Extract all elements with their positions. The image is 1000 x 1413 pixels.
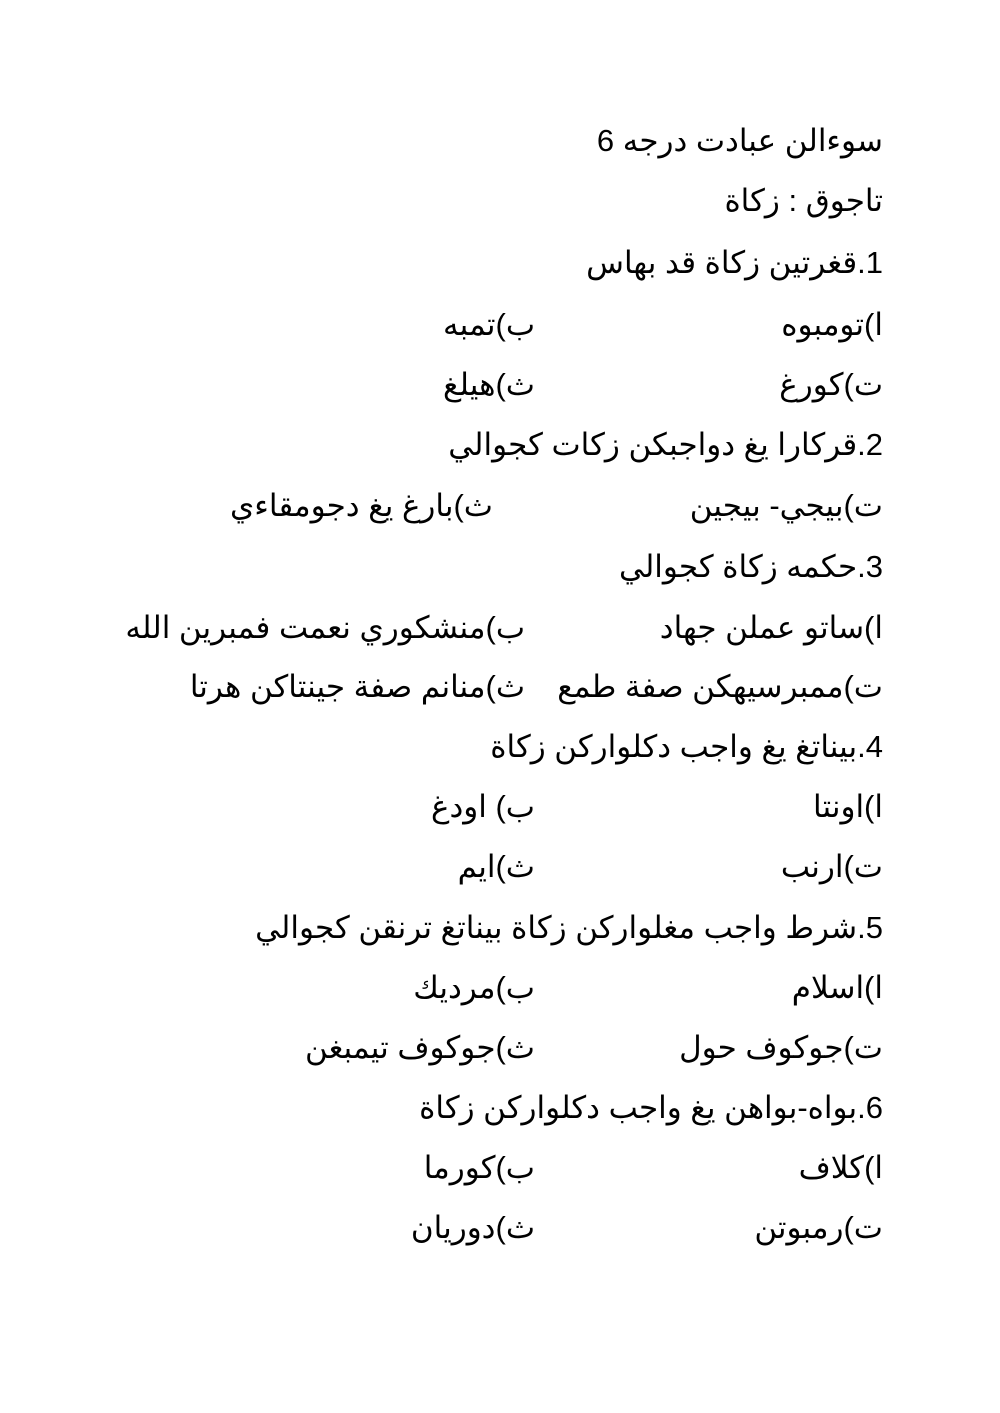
- question-3-option-b: ب)منشكوري نعمت فمبرين الله: [125, 610, 525, 645]
- question-5-option-a: ا)اسلام: [791, 970, 883, 1005]
- question-3-option-d: ث)منانم صفة جينتاكن هرتا: [189, 669, 525, 704]
- question-1-text: 1.قغرتين زكاة قد بهاس: [586, 245, 883, 280]
- worksheet-topic: تاجوق : زكاة: [724, 183, 883, 218]
- question-1-option-b: ب)تمبه: [442, 307, 535, 342]
- question-3-option-c: ت)ممبرسيهكن صفة طمع: [557, 669, 883, 704]
- question-4-option-c: ت)ارنب: [780, 849, 883, 884]
- question-1-option-c: ت)كورغ: [779, 367, 883, 402]
- question-5-option-c: ت)جوكوف حول: [679, 1030, 883, 1065]
- question-5-text: 5.شرط واجب مغلواركن زكاة بيناتغ ترنقن كجوالي: [255, 910, 883, 945]
- question-6-option-d: ث)دوريان: [410, 1210, 535, 1245]
- question-4-text: 4.بيناتغ يغ واجب دكلواركن زكاة: [490, 729, 883, 764]
- question-2-text: 2.قركارا يغ دواجبكن زكات كجوالي: [448, 427, 883, 462]
- question-3-option-a: ا)ساتو عملن جهاد: [659, 610, 883, 645]
- worksheet-title: سوءالن عبادت درجه 6: [596, 123, 883, 158]
- question-5-option-b: ب)مرديك: [413, 970, 535, 1005]
- question-6-option-a: ا)كلاف: [798, 1150, 883, 1185]
- question-3-text: 3.حكمه زكاة كجوالي: [618, 549, 883, 584]
- question-5-option-d: ث)جوكوف تيمبغن: [304, 1030, 535, 1065]
- question-4-option-a: ا)اونتا: [813, 789, 883, 824]
- question-2-option-d: ث)بارغ يغ دجومقاءي: [230, 488, 493, 523]
- question-2-option-c: ت)بيجي- بيجين: [689, 488, 883, 523]
- question-6-option-b: ب)كورما: [423, 1150, 535, 1185]
- question-6-option-c: ت)رمبوتن: [754, 1210, 883, 1245]
- question-4-option-b: ب) اودغ: [430, 789, 535, 824]
- question-4-option-d: ث)ايم: [457, 849, 535, 884]
- question-6-text: 6.بواه-بواهن يغ واجب دكلواركن زكاة: [419, 1090, 883, 1125]
- question-1-option-a: ا)تومبوه: [781, 307, 883, 342]
- question-1-option-d: ث)هيلغ: [443, 367, 535, 402]
